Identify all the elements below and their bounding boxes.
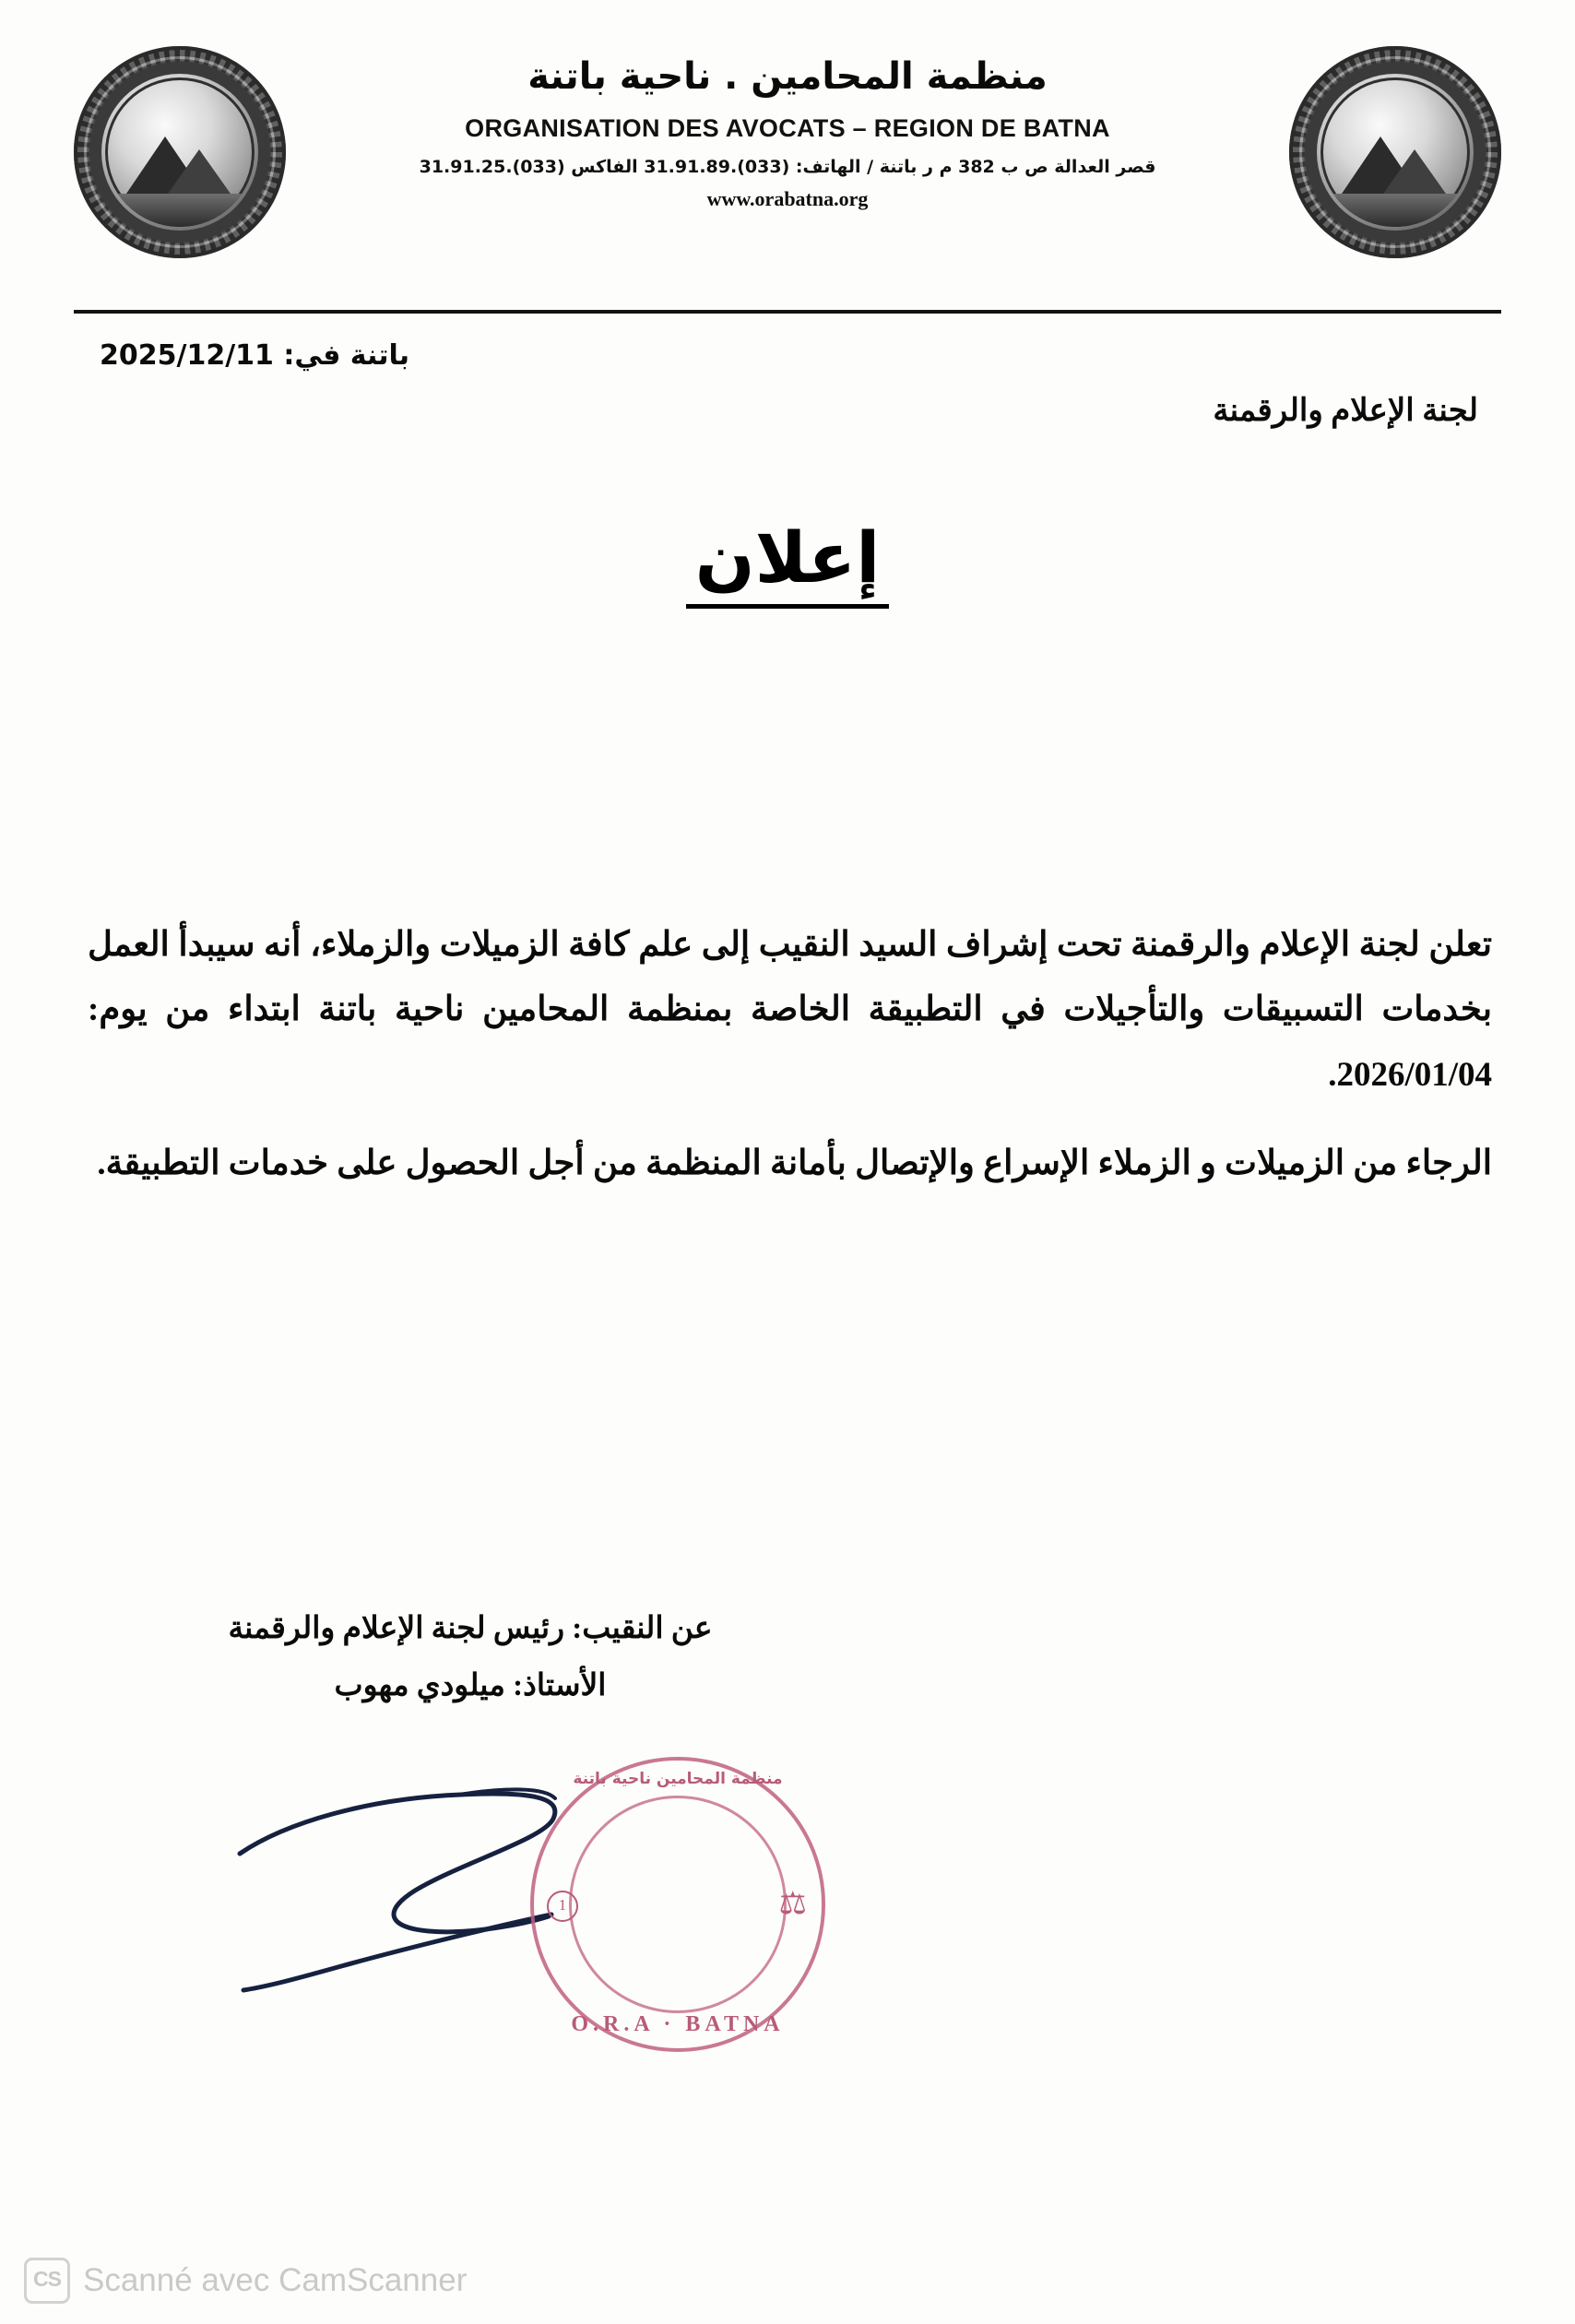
stamp-inner-ring [569, 1796, 787, 2013]
official-stamp [530, 1757, 825, 2052]
document-title [0, 516, 1575, 599]
scales-of-justice-icon: ⚖ [778, 1885, 807, 1922]
document-body [88, 913, 1492, 1220]
organisation-seal-right-icon [1289, 46, 1501, 258]
header-divider [74, 310, 1501, 314]
stamp-latin-text: O.R.A · BATNA [571, 2012, 785, 2036]
organisation-website[interactable]: www.orabatna.org [706, 187, 869, 210]
stamp-arabic-text: منظمة المحامين ناحية باتنة [573, 1770, 783, 1788]
body-paragraph-1: تعلن لجنة الإعلام والرقمنة تحت إشراف السيد النقيب إلى علم كافة الزميلات والزملاء، أنه سيبدأ العمل بخدمات التسبيقات والتأجيلات في التطبيقة الخاصة بمنظمة المحامين ناحية باتنة ابتداء من يوم: 2026/01/04. [88, 926, 1492, 1094]
organisation-contact-line: قصر العدالة ص ب 382 م ر باتنة / الهاتف: (033).31.91.89 الفاكس (033).31.91.25 [419, 157, 1156, 177]
document-date: باتنة في: 2025/12/11 [100, 339, 410, 372]
organisation-name-arabic: منظمة المحامين . ناحية باتنة [527, 55, 1048, 98]
stamp-number: 1 [547, 1891, 578, 1922]
seal-base [105, 194, 255, 227]
camscanner-watermark [24, 2258, 467, 2304]
signatory-role: عن النقيب: رئيس لجنة الإعلام والرقمنة [228, 1612, 713, 1645]
signature-block [120, 1609, 821, 1703]
header-text-block [286, 53, 1289, 211]
seal-mountain-secondary-icon [1383, 149, 1446, 194]
camscanner-badge-icon: CS [24, 2258, 70, 2304]
body-paragraph-2: الرجاء من الزميلات و الزملاء الإسراع والإتصال بأمانة المنظمة من أجل الحصول على خدمات التطبيقة. [97, 1144, 1492, 1182]
committee-name: لجنة الإعلام والرقمنة [1213, 394, 1478, 428]
signatory-name: الأستاذ: ميلودي مهوب [334, 1669, 607, 1702]
camscanner-label: Scanné avec CamScanner [83, 2262, 468, 2298]
seal-mountain-secondary-icon [168, 149, 231, 194]
seal-inner-disc [105, 77, 255, 227]
document-header [55, 37, 1520, 314]
seal-inner-disc [1320, 77, 1470, 227]
organisation-seal-left-icon [74, 46, 286, 258]
organisation-name-french: ORGANISATION DES AVOCATS – REGION DE BATNA [465, 114, 1110, 142]
document-title-text: إعلان [686, 516, 890, 609]
seal-base [1320, 194, 1470, 227]
